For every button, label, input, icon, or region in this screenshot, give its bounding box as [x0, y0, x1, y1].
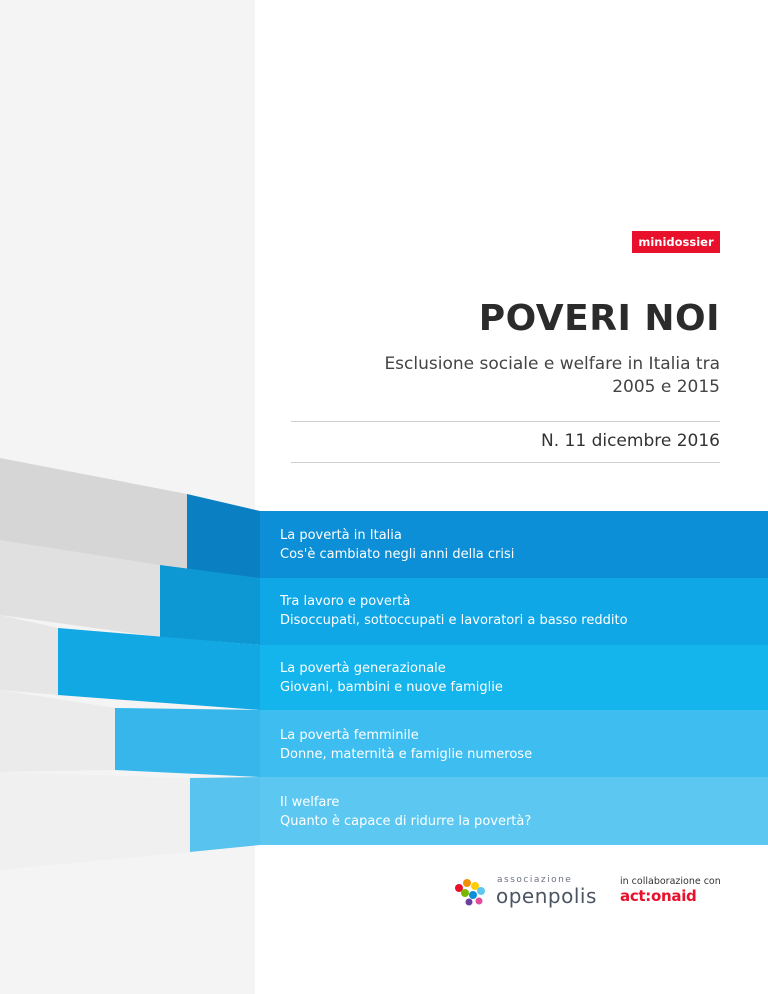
grey-panel-4: [0, 690, 115, 772]
blue-side-1: [187, 494, 260, 578]
section-1: [280, 526, 514, 564]
section-5-subtitle: Quanto è capace di ridurre la povertà?: [280, 814, 532, 829]
divider-top: [291, 421, 720, 422]
section-2-subtitle: Disoccupati, sottoccupati e lavoratori a basso reddito: [280, 613, 628, 628]
issue-number: N. 11 dicembre 2016: [541, 431, 720, 451]
page-subtitle: Esclusione sociale e welfare in Italia tra 2005 e 2015: [384, 354, 720, 397]
actionaid-logo: act:onaid: [620, 887, 697, 905]
section-2-title: Tra lavoro e povertà: [280, 594, 411, 609]
section-1-title: La povertà in Italia: [280, 528, 402, 543]
section-3-title: La povertà generazionale: [280, 661, 446, 676]
collaboration-text: in collaborazione con: [620, 876, 721, 887]
section-5: [280, 793, 531, 831]
grey-panel-5: [0, 772, 190, 870]
blue-side-2: [160, 565, 260, 645]
openpolis-label: openpolis: [496, 884, 597, 908]
section-4: [280, 726, 532, 764]
section-4-title: La povertà femminile: [280, 728, 419, 743]
page-title: POVERI NOI: [478, 298, 720, 339]
section-3-subtitle: Giovani, bambini e nuove famiglie: [280, 680, 503, 695]
blue-side-5: [190, 777, 260, 852]
divider-bottom: [291, 462, 720, 463]
openpolis-logo-icon: [453, 876, 493, 908]
section-5-title: Il welfare: [280, 795, 340, 810]
section-2: [280, 592, 628, 630]
openpolis-label-small: associazione: [497, 875, 573, 885]
blue-side-4: [115, 708, 260, 777]
section-4-subtitle: Donne, maternità e famiglie numerose: [280, 747, 533, 762]
grey-panel-3: [0, 615, 58, 695]
section-1-subtitle: Cos'è cambiato negli anni della crisi: [280, 547, 515, 562]
section-3: [280, 659, 503, 697]
minidossier-badge: minidossier: [632, 231, 720, 253]
